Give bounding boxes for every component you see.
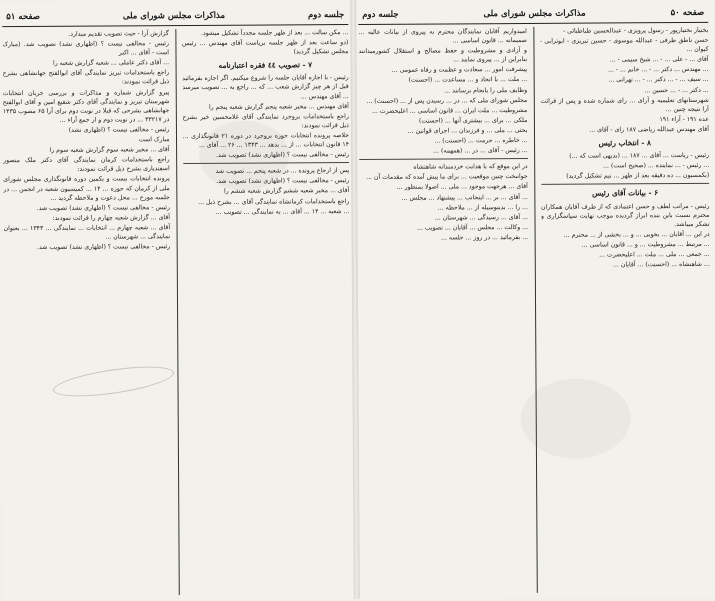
left-page-column-right [182, 28, 352, 595]
paragraph: آقای ... مخبر شعبه سوم گزارش شعبه سوم را [49, 146, 170, 155]
paragraph: ... ملت ... با اتحاد و ... مساعدت ... (احسنت) [408, 76, 528, 85]
paragraph: راجع باستخدامات تبریز نمایندگی آقای ابوالفتح جهانشاهی بشرح ذیل قرائت نمودند: [2, 69, 170, 86]
paragraph: ... جمعی ... ملی ... ملت ... اعلیحضرت ... [599, 250, 710, 259]
paragraph: آقای ... شعبه چهارم ... انتخابات ... نمایندگی ... ۱۳۴۳ ... بعنوان نمایندگی ... شهرستان ... [3, 224, 171, 241]
paragraph: پیرو گزارش شماره و مذاکرات و بررسی جریان انتخابات شهرستان تبریز و نمایندگی آقای دکتر شفیع امین و آقای ابوالفتح جهانشاهی بشرحی که قبلا در نوبت دوم برای آرا ۶۵ مصوب ۱۴۳۵ در ۳۳۲۱۷ ... در نوبت دوم و از جمع آراء ... [2, 88, 170, 124]
paragraph: راجع باستخدامات کرمانشاه نمایندگی آقای ... بشرح ذیل ... [198, 197, 350, 206]
paragraph: و آزادی و مشروطیت و حفظ مصالح و استقلال کشورمیدانند بنابراین از ... پیروی نمایند ... [358, 47, 528, 64]
paragraph: آقای ... گزارش شعبه چهارم را قرائت نمودند: [52, 213, 171, 222]
paragraph: راجع باستخدامات بروجرد نمایندگی آقای غلامحسین خیر بشرح ذیل قرائت نمودند: [182, 112, 349, 130]
paragraph: ... دکتر ... - ... حسین ... [644, 86, 709, 94]
left-page-header [2, 6, 348, 27]
paragraph: آقای ... هرجهت موجود ... ملی ... اصولا بمنظور ... [396, 183, 528, 192]
paragraph: وظایف ملی را بانجام برسانند ... [444, 86, 528, 95]
paragraph: رئیس - مخالفی نیست ؟ (اظهاری نشد) تصویب شد. [37, 243, 171, 252]
right-page-column-right [540, 26, 712, 593]
paragraph: بحثی ... ملی ... و فرزندان ... اجرای قوانین ... [407, 126, 528, 135]
divider [359, 158, 528, 160]
paragraph: گزارش آرا - حیث تصویب تقدیم میدارد. [68, 30, 169, 38]
divider [541, 183, 710, 185]
paragraph: رئیس - مخالفی نیست ؟ (اظهاری نشد) تصویب شد. [215, 151, 350, 159]
paragraph: ... شعبه ... ۱۴ ... آقای ... به نمایندگی ... تصویب ... [215, 207, 350, 216]
paragraph: ... وکالت ... مجلس ... آقایان ... تصویب ... [416, 223, 529, 232]
paragraph: ... بفرمائید ... در روز ... جلسه ... [441, 233, 529, 242]
paragraph: امیدواریم آقایان نمایندگان محترم به پیروی از بیانات عالیه ... صمیمانه ... قانون اساسی ... [358, 27, 527, 45]
paragraph: رئیس - مخالفی نیست ؟ (اظهاری نشد) تصویب شد. (مبارک است - آقای ... اکبر [2, 40, 170, 57]
paragraph: ملکی ... برای ... بیشتری آنها ... (احسنت) [419, 116, 528, 125]
paragraph: رئیس - مخالفی نیست ؟ (اظهاری نشد) [68, 126, 170, 134]
paragraph: عده ۱۹۱ - آراء ۱۹۱ [659, 115, 709, 123]
section-title: ۷ - تصویب ٤٤ فقره اعتبارنامه [218, 60, 313, 71]
paragraph: مشروطیت ... ملت ایران ... قانون اساسی ... اعلیحضرت ... [372, 106, 528, 115]
paragraph: ... آقای ... بر ... اینجانب ... پیشنهاد ... مجلس ... [401, 193, 528, 202]
paragraph: ... مهندس ... دکتر ... - ... خانم ... - ... [607, 66, 709, 74]
page-number: صفحه ۵۰ [670, 7, 705, 19]
paragraph: راجع باستخدامات کرمان نمایندگی آقای دکتر ملک منصور اسفندیاری بشرح ذیل قرائت نمودند: [3, 156, 170, 174]
paragraph: پیشرفت امور ... سعادت و عظمت و رفاه عمومی ... [391, 66, 528, 75]
paragraph: پس از ارجاع پرونده ... در شعبه پنجم ... تصویب شد [215, 167, 350, 176]
paragraph: رئیس - ریاست ... آقای ... ۱۸۷ ... (بدیهی است که ...) [569, 151, 710, 160]
paragraph: پرونده انتخابات بیست و یکمین دوره قانونگذاری مجلس شورای ملی از کرمان که حوزه ... ۱۴ ... کمیسیون شعبه در انجمن ... در جلسه مورخ ... محل دعوت و ملاحظه گردید ... [3, 175, 170, 202]
paragraph: مبارک است [138, 136, 170, 144]
page-title: مذاکرات مجلس شورای ملی [483, 8, 586, 20]
right-page-header [358, 4, 708, 25]
paragraph: در این موقع که با هدایت خردمندانه شاهنشاه [413, 163, 528, 171]
paragraph: ... رئیس - آقای ... در ... (همهمه) ... [433, 147, 528, 155]
paragraph: ... را ... بدینوسیله از ... ملاحظه ... [437, 203, 528, 212]
column-rule [533, 27, 537, 593]
column-rule [175, 29, 179, 595]
section-title: ۶ - بیانات آقای رئیس [592, 188, 659, 198]
right-page-columns [358, 26, 711, 594]
paragraph: ... مرتبط ... مشروطیت ... و ... قانون اساسی ... [581, 240, 710, 249]
paragraph: آقای ... - علی ... - ... شیخ سیمی - ... [609, 56, 709, 64]
page-number: صفحه ۵۱ [6, 11, 40, 23]
paragraph: رئیس - با اجازه آقایان جلسه را شروع میکنیم. اگر اجازه بفرمائید قبل از هر چیز گزارش شعب ... که ... راجع به ... تصویب میرسد ... آقای مهندس ... [182, 74, 349, 100]
paragraph: خلاصه پرونده انتخابات حوزه بروجرد در دوره ۲۱ قانونگذاری ... ۱۴ قانون انتخابات ... از ... بدهد ... ۱۳۴۳ ... ۲۶ ... آقای ... [182, 131, 350, 149]
paragraph: رئیس - مخالفی نیست ؟ (اظهاری نشد) تصویب شد. [36, 203, 170, 212]
paragraph: بختیار بختیارپور - رسول پرویزی - عبدالحسین طباطبائی - [563, 26, 709, 35]
right-page [358, 4, 712, 594]
paragraph: ... شاهنشاه ... (احسنت) ... آقایان ... [612, 260, 710, 269]
session-label: جلسه دوم [307, 10, 345, 21]
paragraph: ... آقای ... رسیدگی ... شهرستان ... [434, 213, 529, 222]
right-page-column-left [358, 27, 530, 594]
paragraph: حسن ناطق ظرفی - عبدالله موسوی - حسین تبریزی - ابوترابی - کیوان ... [539, 36, 709, 54]
paragraph: آقای مهندس ... مخبر شعبه پنجم گزارش شعبه پنجم را [208, 102, 349, 111]
paragraph: جوانبخت چنین موقعیت ... برای ما پیش آمده که مقدمات آن ... [366, 173, 528, 182]
paragraph: در این ... آقایان ... بخوبی ... و ... بخشی از ... محترم ... [563, 230, 710, 239]
page-title: مذاکرات مجلس شورای ملی [122, 10, 226, 22]
left-page-columns [2, 28, 351, 596]
paragraph: (دو ساعت بعد از ظهر جلسه بریاست آقای مهندس ... رئیس مجلس تشکیل گردید) [181, 39, 349, 56]
paragraph: آقای مهندس عبدالله ریاضی ۱۸۷ رای - آقای ... [589, 125, 709, 134]
paragraph: ... آقای دکتر عاملی ... شعبه گزارش شعبه را [52, 59, 170, 68]
divider [183, 162, 350, 164]
paragraph: ... مکن سالت ... بعد از ظهر جلسه مجدداً تشکیل میشود. [200, 29, 349, 37]
paragraph: ... سیف ... - ... دکتر ... - ... تهرانی ... [608, 76, 709, 84]
paragraph: ... رئیس - ... نماینده ... (صحیح است) ... [603, 162, 710, 170]
paragraph: آقای ... مخبر شعبه ششم گزارش شعبه ششم را [224, 187, 350, 196]
paragraph: شهرستانهای تعلیمیه و آرای ... رای شماره شده و پس از قرائت آرا نتیجه چنین ... [540, 96, 709, 113]
paragraph: مجلس شورای ملی که ... در ... رسیدن پس از ... (احسنت) ... [366, 96, 528, 105]
session-label: جلسه دوم [362, 9, 399, 20]
paragraph: (بکمسیون ... ده دقیقه بعد از ظهر ... نیم تشکیل گردید) [566, 172, 710, 181]
left-page [2, 6, 352, 596]
left-page-column-left [2, 29, 172, 596]
paragraph: رئیس - مخالفی نیست ؟ (اظهاری نشد) تصویب شد. [216, 177, 350, 186]
paragraph: رئیس - مراتب لطف و حسن اعتمادی که از طرف آقایان همکاران محترم نسبت باین بنده ابراز گردیده موجب نهایت سپاسگزاری و تشکر میباشد. [540, 202, 710, 228]
paragraph: ... خاطره ... حرمت ... (احسنت) ... [434, 136, 528, 145]
section-title: ۸ - انتخاب رئیس [598, 138, 652, 148]
